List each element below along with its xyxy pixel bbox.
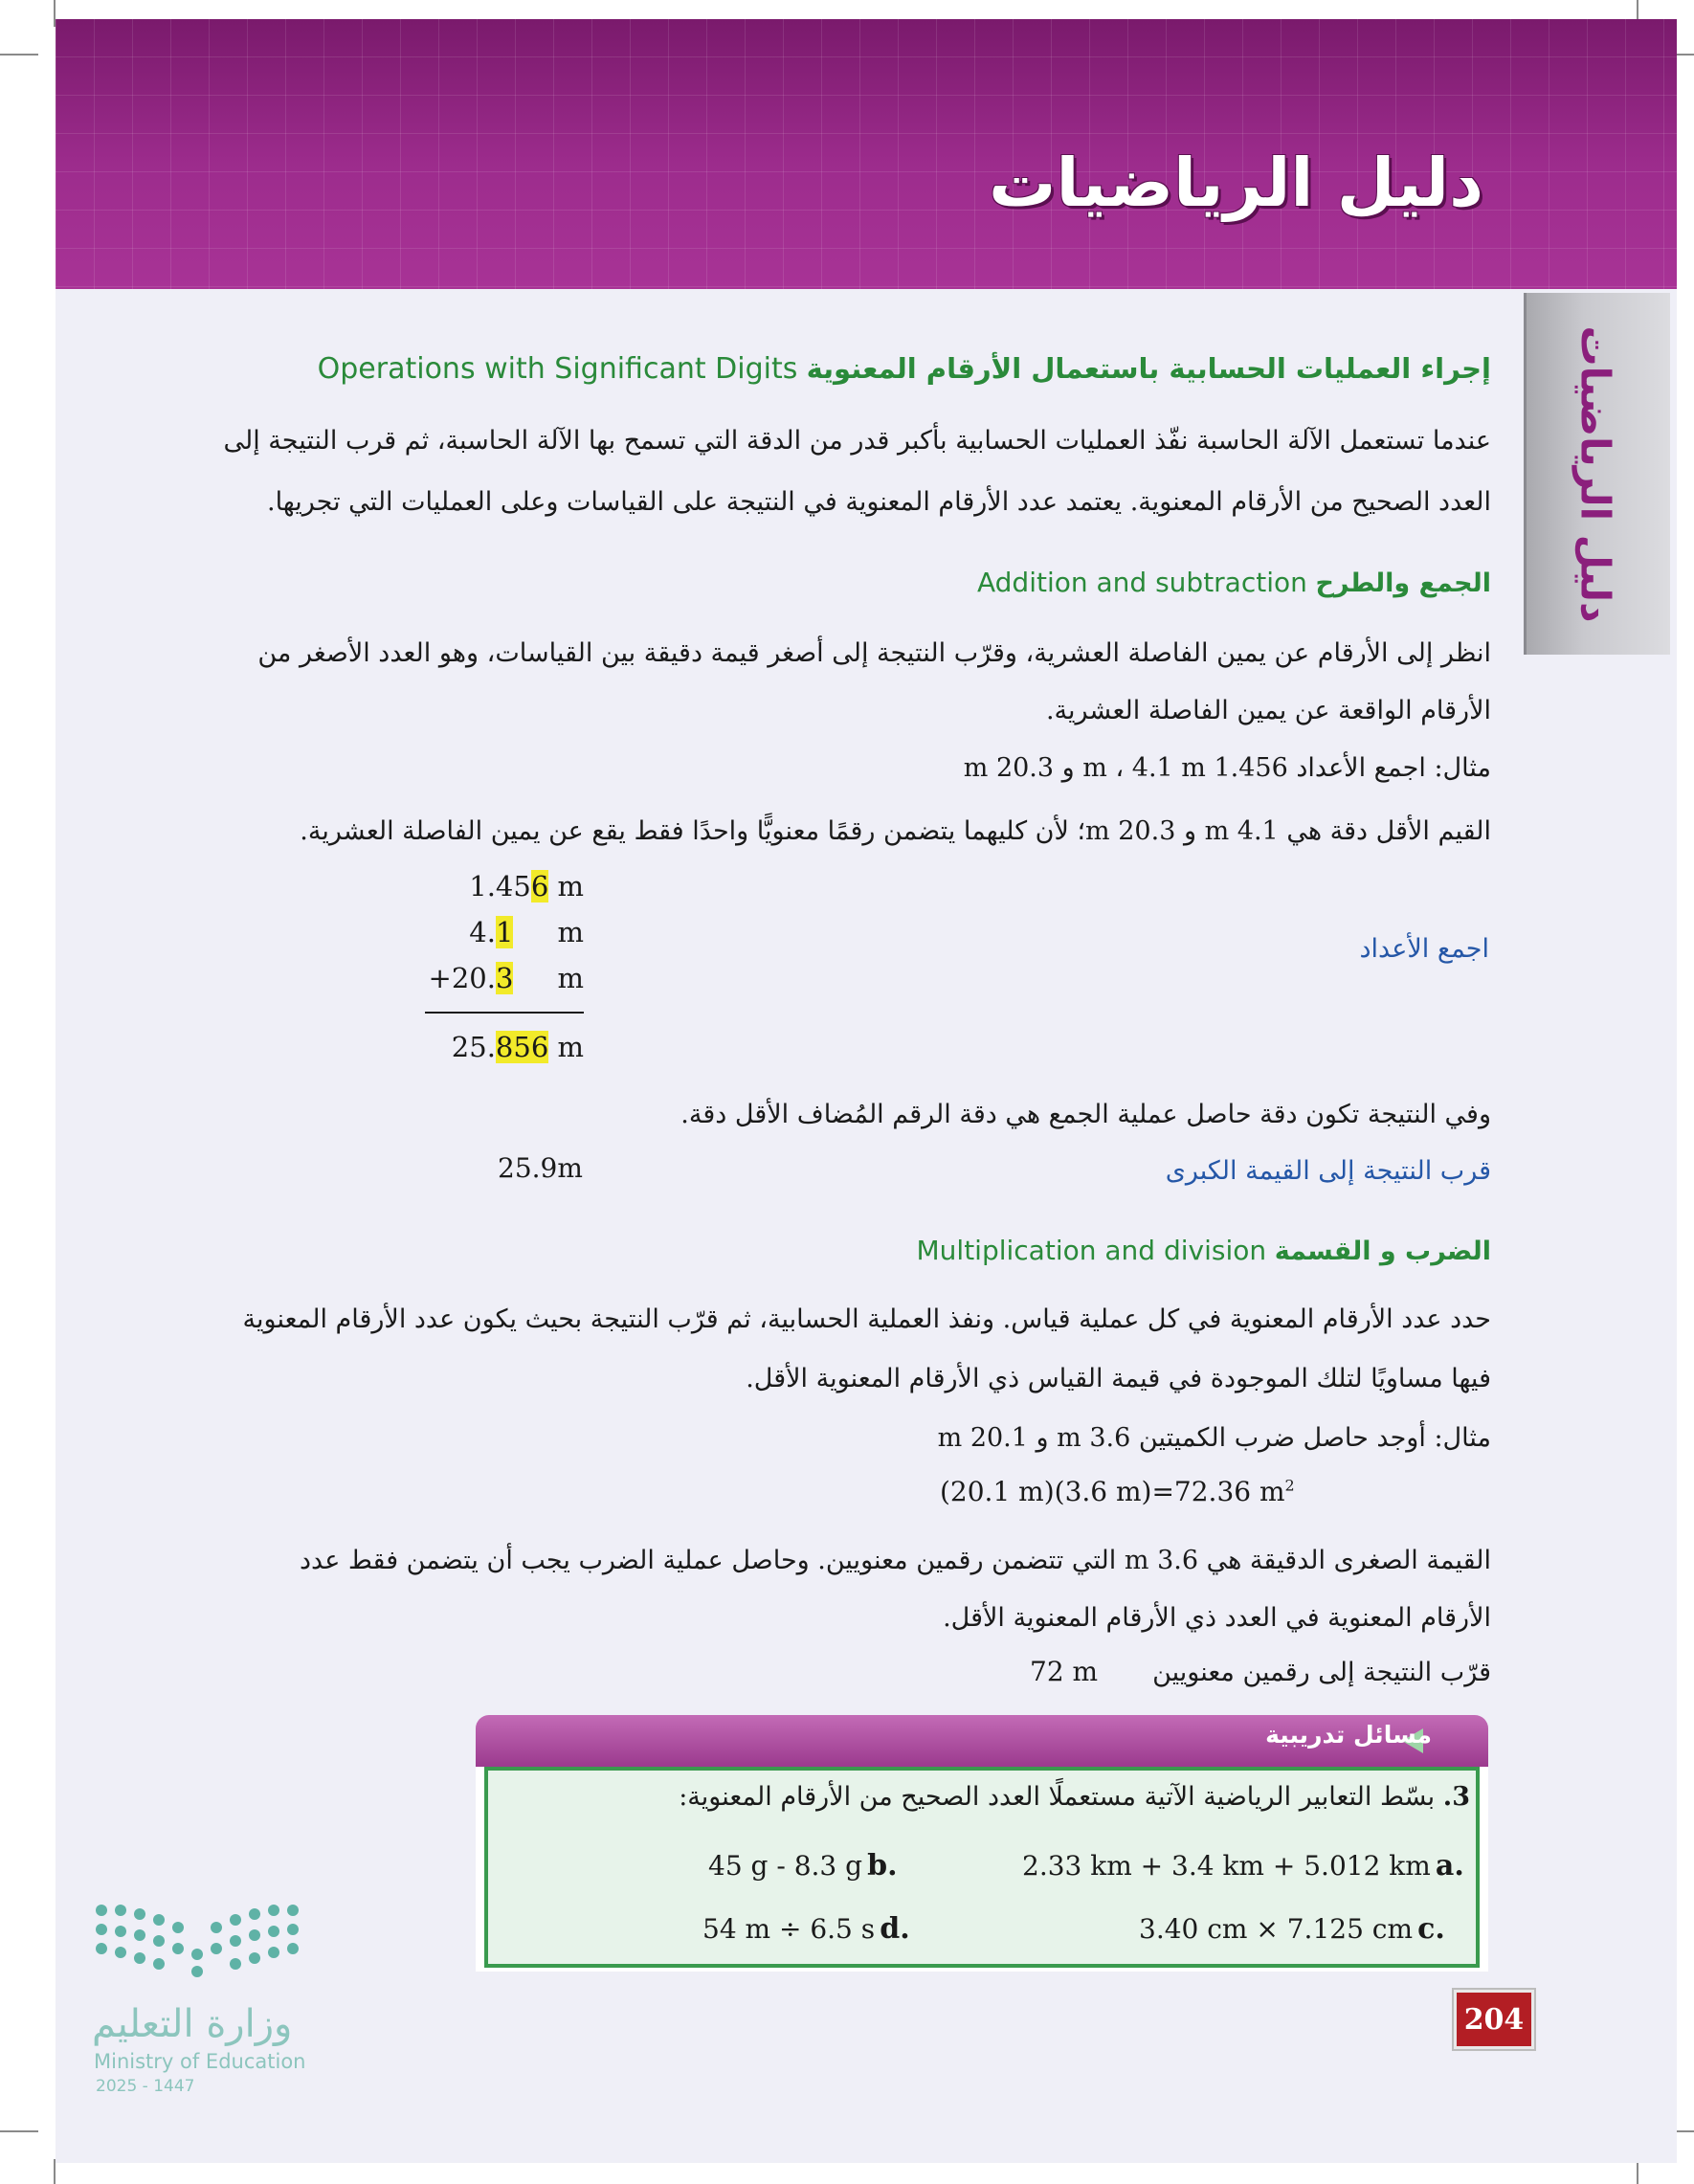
equation-text: (20.1 m)(3.6 m)=72.36 m: [940, 1476, 1285, 1507]
ministry-name-en: Ministry of Education: [94, 2050, 306, 2073]
mult-least-line-1: القيمة الصغرى الدقيقة هي 3.6 m التي تتضمن رقمين معنويين. وحاصل عملية الضرب يجب أن يتضمن فقط عدد: [300, 1546, 1491, 1575]
question-number: 3.: [1442, 1782, 1470, 1812]
practice-question: [679, 1782, 1470, 1812]
calc-r3-digits: +20.: [428, 962, 496, 994]
calc-r2-digits: 4.: [469, 916, 496, 948]
mult-example-values: 3.6 m و 20.1 m: [937, 1423, 1131, 1453]
section-heading-ar: إجراء العمليات الحسابية باستعمال الأرقام المعنوية: [806, 352, 1491, 385]
calc-total-digits: 25.: [451, 1031, 496, 1063]
side-tab-label-wrap: [1514, 316, 1677, 632]
addition-conclusion: وفي النتيجة تكون دقة حاصل عملية الجمع هي دقة الرقم المُضاف الأقل دقة.: [680, 1100, 1491, 1129]
calc-r1-digits: 1.45: [469, 870, 531, 903]
crop-mark: [0, 2130, 38, 2132]
multiplication-heading-en: Multiplication and division: [916, 1235, 1267, 1266]
side-tab-label: دليل الرياضيات: [1571, 324, 1619, 623]
item-c-letter: c.: [1417, 1912, 1445, 1946]
round-label: قرب النتيجة إلى القيمة الكبرى: [1165, 1156, 1491, 1186]
multiplication-line-2: فيها مساويًا لتلك الموجودة في قيمة القياس ذي الأرقام المعنوية الأقل.: [746, 1364, 1491, 1393]
calc-total-unit: m: [557, 1031, 584, 1063]
calc-r3-highlight: 3: [495, 962, 514, 994]
equation-sup: 2: [1284, 1476, 1295, 1495]
ministry-logo-icon: [92, 1882, 302, 1987]
page-number: 204: [1457, 1993, 1531, 2046]
addition-example: [964, 739, 1491, 798]
calc-r3-unit: m: [557, 962, 584, 994]
calc-row-1: [421, 863, 584, 909]
mult-example-label: مثال:: [1434, 1423, 1491, 1453]
least-precise-text: القيم الأقل دقة هي 4.1 m و 20.3 m؛ لأن كليهما يتضمن رقمًا معنويًّا واحدًا فقط يقع عن يمين الفاصلة العشرية.: [300, 816, 1491, 846]
addition-line-2: الأرقام الواقعة عن يمين الفاصلة العشرية.: [1045, 696, 1491, 725]
question-text: بسّط التعابير الرياضية الآتية مستعملًا العدد الصحيح من الأرقام المعنوية:: [679, 1782, 1436, 1812]
multiplication-heading: [917, 1235, 1491, 1266]
example-text: اجمع الأعداد: [1296, 753, 1426, 783]
section-heading: [318, 352, 1491, 386]
mult-example-text: أوجد حاصل ضرب الكميتين: [1138, 1423, 1426, 1453]
calc-total-highlight: 856: [495, 1031, 549, 1063]
mult-round-label: قرّب النتيجة إلى رقمين معنويين: [1152, 1658, 1491, 1687]
item-d-letter: d.: [880, 1912, 910, 1946]
addition-calc: [421, 863, 584, 1001]
practice-item-b: [708, 1849, 898, 1883]
calc-r2-highlight: 1: [495, 916, 514, 948]
item-a-letter: a.: [1435, 1849, 1464, 1883]
practice-item-c: [1139, 1912, 1445, 1946]
addition-line-1: انظر إلى الأرقام عن يمين الفاصلة العشرية، وقرّب النتيجة إلى أصغر قيمة دقيقة بين القياسات، وهو العدد الأصغر من: [257, 638, 1491, 668]
addition-heading-en: Addition and subtraction: [976, 567, 1307, 598]
calc-r1-highlight: 6: [530, 870, 549, 903]
intro-line-1: عندما تستعمل الآلة الحاسبة نفّذ العمليات الحسابية بأكبر قدر من الدقة التي تسمح بها الآلة الحاسبة، ثم قرب النتيجة إلى: [223, 426, 1491, 456]
intro-line-2: العدد الصحيح من الأرقام المعنوية. يعتمد عدد الأرقام المعنوية في النتيجة على القياسات وعلى العمليات التي تجريها.: [266, 487, 1491, 517]
page-title: دليل الرياضيات: [989, 144, 1483, 222]
addition-heading-ar: الجمع والطرح: [1315, 568, 1491, 598]
example-label: مثال:: [1434, 753, 1491, 783]
multiplication-equation: [940, 1476, 1295, 1507]
item-b-expr: 45 g - 8.3 g: [708, 1850, 863, 1882]
sum-label: اجمع الأعداد: [1359, 934, 1489, 964]
mult-round-value: 72 m: [1030, 1656, 1099, 1687]
calc-row-2: [421, 909, 584, 955]
practice-tab-label: مسائل تدريبية: [1265, 1721, 1432, 1749]
multiplication-line-1: حدد عدد الأرقام المعنوية في كل عملية قياس. ونفذ العملية الحسابية، ثم قرّب النتيجة بحيث يكون عدد الأرقام المعنوية: [242, 1304, 1491, 1334]
item-b-letter: b.: [867, 1849, 898, 1883]
calc-total: [421, 1024, 584, 1070]
practice-item-a: [1022, 1849, 1464, 1883]
crop-mark: [0, 54, 38, 56]
sum-line: [425, 1012, 584, 1014]
item-a-expr: 2.33 km + 3.4 km + 5.012 km: [1022, 1850, 1431, 1882]
item-d-expr: 54 m ÷ 6.5 s: [702, 1913, 876, 1945]
section-heading-en: Operations with Significant Digits: [317, 352, 798, 386]
practice-item-d: [702, 1912, 910, 1946]
mult-least-line-2: الأرقام المعنوية في العدد ذي الأرقام المعنوية الأقل.: [943, 1603, 1491, 1633]
ministry-name-ar: وزارة التعليم: [92, 2002, 293, 2046]
item-c-expr: 3.40 cm × 7.125 cm: [1139, 1913, 1414, 1945]
ministry-year: 2025 - 1447: [96, 2077, 195, 2096]
multiplication-heading-ar: الضرب و القسمة: [1274, 1237, 1491, 1266]
calc-r1-unit: m: [557, 870, 584, 903]
addition-heading: [977, 567, 1491, 598]
calc-row-3: [421, 955, 584, 1001]
example-values: 1.456 m ، 4.1 m و 20.3 m: [963, 753, 1288, 783]
multiplication-example: [938, 1409, 1491, 1468]
calc-r2-unit: m: [557, 916, 584, 948]
round-value: 25.9m: [498, 1152, 583, 1184]
